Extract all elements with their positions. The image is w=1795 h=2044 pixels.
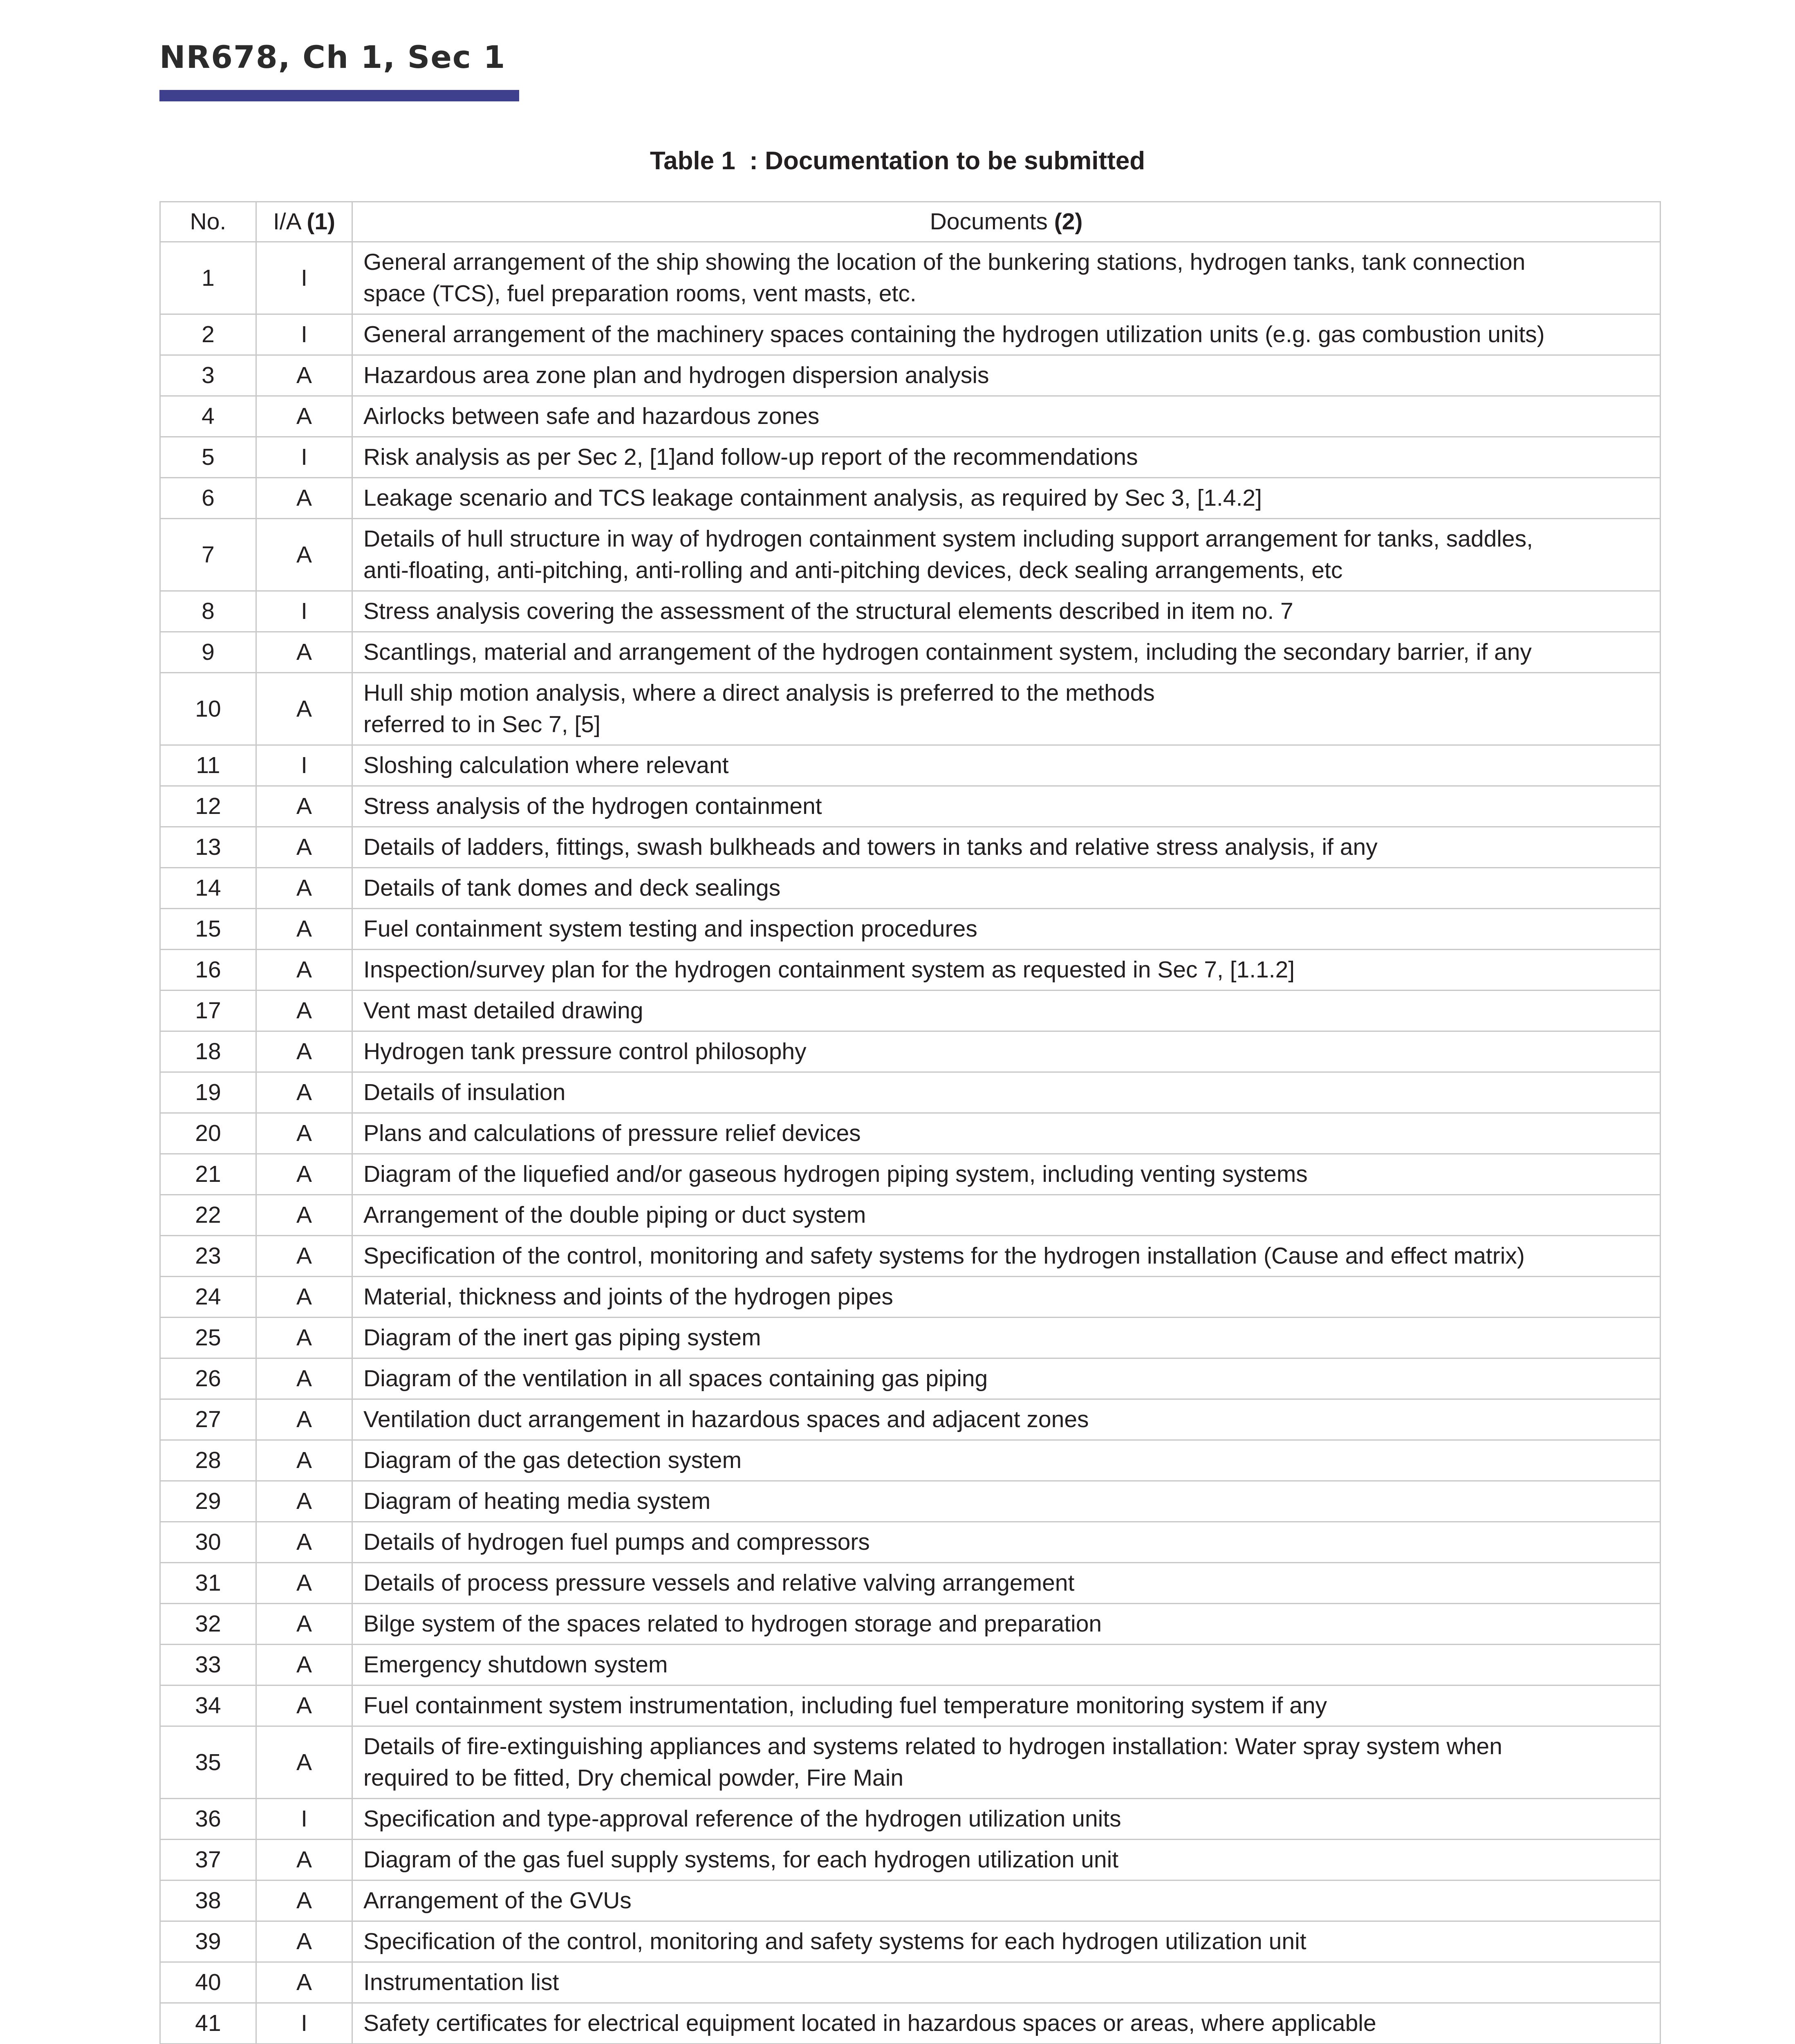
- row-approval-type: A: [256, 1645, 352, 1685]
- row-document: [352, 786, 1661, 827]
- document-text-line: Stress analysis of the hydrogen containment: [363, 793, 822, 819]
- row-document: [352, 1031, 1661, 1072]
- table-row: [160, 1726, 1661, 1799]
- row-approval-type: A: [256, 1440, 352, 1481]
- row-approval-type: A: [256, 1522, 352, 1563]
- table-row: [160, 1358, 1661, 1399]
- row-document: [352, 314, 1661, 355]
- row-document: [352, 1318, 1661, 1358]
- document-text-line: anti-floating, anti-pitching, anti-rolling and anti-pitching devices, deck sealing arrangements, etc: [363, 557, 1343, 583]
- document-text-line: Details of tank domes and deck sealings: [363, 875, 781, 901]
- row-document: [352, 1072, 1661, 1113]
- row-document: [352, 1236, 1661, 1277]
- row-document: [352, 1195, 1661, 1236]
- table-row: [160, 519, 1661, 591]
- row-approval-type: A: [256, 478, 352, 519]
- row-approval-type: A: [256, 1399, 352, 1440]
- table-row: [160, 1880, 1661, 1921]
- row-document: [352, 1604, 1661, 1645]
- table-row: [160, 909, 1661, 950]
- table-row: [160, 355, 1661, 396]
- row-document: [352, 437, 1661, 478]
- table-row: [160, 1399, 1661, 1440]
- document-text-line: Specification of the control, monitoring and safety systems for each hydrogen utilization unit: [363, 1928, 1306, 1954]
- row-number: 32: [160, 1604, 256, 1645]
- table-row: [160, 1563, 1661, 1604]
- row-number: 18: [160, 1031, 256, 1072]
- table-row: [160, 1236, 1661, 1277]
- row-number: 30: [160, 1522, 256, 1563]
- row-document: [352, 1726, 1661, 1799]
- document-text-line: Diagram of heating media system: [363, 1488, 711, 1514]
- row-number: 21: [160, 1154, 256, 1195]
- row-number: 15: [160, 909, 256, 950]
- row-number: 19: [160, 1072, 256, 1113]
- table-row: [160, 745, 1661, 786]
- row-approval-type: A: [256, 909, 352, 950]
- row-document: [352, 591, 1661, 632]
- row-number: 33: [160, 1645, 256, 1685]
- document-text-line: space (TCS), fuel preparation rooms, vent masts, etc.: [363, 280, 917, 307]
- row-number: 1: [160, 242, 256, 314]
- document-text-line: General arrangement of the machinery spaces containing the hydrogen utilization units (e.g. gas combustion units): [363, 321, 1545, 347]
- row-approval-type: A: [256, 1318, 352, 1358]
- row-approval-type: A: [256, 1072, 352, 1113]
- row-approval-type: A: [256, 1358, 352, 1399]
- table-row: [160, 1645, 1661, 1685]
- document-text-line: Leakage scenario and TCS leakage containment analysis, as required by Sec 3, [1.4.2]: [363, 485, 1262, 511]
- documentation-table: [159, 201, 1661, 2044]
- document-text-line: Emergency shutdown system: [363, 1652, 668, 1678]
- document-text-line: Stress analysis covering the assessment of the structural elements described in item no. 7: [363, 598, 1293, 624]
- row-approval-type: I: [256, 591, 352, 632]
- document-text-line: Ventilation duct arrangement in hazardous spaces and adjacent zones: [363, 1406, 1089, 1432]
- table-row: [160, 1031, 1661, 1072]
- table-row: [160, 437, 1661, 478]
- row-approval-type: A: [256, 1921, 352, 1962]
- row-document: [352, 396, 1661, 437]
- document-text-line: Specification of the control, monitoring and safety systems for the hydrogen installation (Cause and effect matrix): [363, 1243, 1525, 1269]
- row-approval-type: A: [256, 1840, 352, 1880]
- table-row: [160, 1840, 1661, 1880]
- row-document: [352, 1154, 1661, 1195]
- row-number: 10: [160, 673, 256, 745]
- row-number: 13: [160, 827, 256, 868]
- row-number: 7: [160, 519, 256, 591]
- row-approval-type: I: [256, 314, 352, 355]
- row-document: [352, 1921, 1661, 1962]
- table-row: [160, 591, 1661, 632]
- document-text-line: Details of ladders, fittings, swash bulkheads and towers in tanks and relative stress analysis, if any: [363, 834, 1378, 860]
- document-text-line: Arrangement of the GVUs: [363, 1887, 632, 1914]
- row-number: 3: [160, 355, 256, 396]
- document-text-line: Diagram of the liquefied and/or gaseous hydrogen piping system, including venting systems: [363, 1161, 1308, 1187]
- row-document: [352, 1685, 1661, 1726]
- document-text-line: Inspection/survey plan for the hydrogen containment system as requested in Sec 7, [1.1.2]: [363, 957, 1295, 983]
- row-document: [352, 745, 1661, 786]
- row-approval-type: A: [256, 1481, 352, 1522]
- row-document: [352, 1563, 1661, 1604]
- row-number: 40: [160, 1962, 256, 2003]
- row-number: 2: [160, 314, 256, 355]
- row-number: 37: [160, 1840, 256, 1880]
- column-header-no: No.: [160, 202, 256, 242]
- document-text-line: Details of process pressure vessels and relative valving arrangement: [363, 1570, 1075, 1596]
- row-document: [352, 909, 1661, 950]
- document-text-line: Bilge system of the spaces related to hydrogen storage and preparation: [363, 1611, 1102, 1637]
- row-document: [352, 827, 1661, 868]
- row-approval-type: I: [256, 745, 352, 786]
- row-approval-type: A: [256, 1962, 352, 2003]
- column-header-ia: I/A (1): [256, 202, 352, 242]
- row-approval-type: A: [256, 1113, 352, 1154]
- row-document: [352, 1358, 1661, 1399]
- document-text-line: Hull ship motion analysis, where a direct analysis is preferred to the methods: [363, 680, 1155, 706]
- row-number: 12: [160, 786, 256, 827]
- row-number: 28: [160, 1440, 256, 1481]
- table-row: [160, 1072, 1661, 1113]
- row-approval-type: A: [256, 632, 352, 673]
- table-row: [160, 1154, 1661, 1195]
- row-approval-type: A: [256, 950, 352, 991]
- row-approval-type: A: [256, 1563, 352, 1604]
- row-document: [352, 1645, 1661, 1685]
- table-row: [160, 632, 1661, 673]
- row-document: [352, 991, 1661, 1031]
- row-approval-type: A: [256, 1236, 352, 1277]
- row-document: [352, 1440, 1661, 1481]
- document-text-line: Instrumentation list: [363, 1969, 559, 1995]
- row-number: 16: [160, 950, 256, 991]
- table-row: [160, 1685, 1661, 1726]
- document-text-line: Plans and calculations of pressure relief devices: [363, 1120, 861, 1146]
- row-number: 34: [160, 1685, 256, 1726]
- table-row: [160, 868, 1661, 909]
- row-approval-type: I: [256, 1799, 352, 1840]
- table-row: [160, 1277, 1661, 1318]
- header-accent-bar: [159, 90, 519, 101]
- document-text-line: General arrangement of the ship showing the location of the bunkering stations, hydrogen tanks, tank connection: [363, 249, 1526, 275]
- row-approval-type: A: [256, 868, 352, 909]
- row-number: 31: [160, 1563, 256, 1604]
- row-number: 23: [160, 1236, 256, 1277]
- row-approval-type: A: [256, 355, 352, 396]
- row-number: 8: [160, 591, 256, 632]
- document-text-line: Details of hull structure in way of hydrogen containment system including support arrangement for tanks, saddles,: [363, 526, 1533, 552]
- row-approval-type: A: [256, 519, 352, 591]
- table-caption: Table 1 : Documentation to be submitted: [650, 147, 1145, 175]
- table-row: [160, 1921, 1661, 1962]
- document-text-line: Sloshing calculation where relevant: [363, 752, 729, 778]
- table-row: [160, 1113, 1661, 1154]
- document-text-line: Fuel containment system testing and inspection procedures: [363, 916, 977, 942]
- document-text-line: Details of hydrogen fuel pumps and compressors: [363, 1529, 870, 1555]
- table-row: [160, 478, 1661, 519]
- row-document: [352, 1880, 1661, 1921]
- row-approval-type: A: [256, 1154, 352, 1195]
- table-row: [160, 1522, 1661, 1563]
- table-row: [160, 1440, 1661, 1481]
- row-number: 14: [160, 868, 256, 909]
- row-document: [352, 1481, 1661, 1522]
- row-approval-type: A: [256, 1031, 352, 1072]
- row-document: [352, 355, 1661, 396]
- document-text-line: Fuel containment system instrumentation, including fuel temperature monitoring system if any: [363, 1692, 1327, 1719]
- row-number: 6: [160, 478, 256, 519]
- row-number: 35: [160, 1726, 256, 1799]
- document-text-line: Airlocks between safe and hazardous zones: [363, 403, 820, 429]
- table-row: [160, 314, 1661, 355]
- row-approval-type: I: [256, 437, 352, 478]
- row-document: [352, 1799, 1661, 1840]
- row-number: 11: [160, 745, 256, 786]
- row-document: [352, 673, 1661, 745]
- row-number: 9: [160, 632, 256, 673]
- table-header-row: [160, 202, 1661, 242]
- row-document: [352, 2003, 1661, 2044]
- row-document: [352, 632, 1661, 673]
- document-text-line: Hazardous area zone plan and hydrogen dispersion analysis: [363, 362, 989, 388]
- row-approval-type: A: [256, 1685, 352, 1726]
- document-text-line: Vent mast detailed drawing: [363, 997, 643, 1024]
- row-number: 26: [160, 1358, 256, 1399]
- row-number: 39: [160, 1921, 256, 1962]
- row-approval-type: A: [256, 1195, 352, 1236]
- document-text-line: Details of insulation: [363, 1079, 566, 1105]
- row-document: [352, 1277, 1661, 1318]
- table-row: [160, 950, 1661, 991]
- table-row: [160, 1962, 1661, 2003]
- row-approval-type: I: [256, 2003, 352, 2044]
- table-row: [160, 991, 1661, 1031]
- row-number: 20: [160, 1113, 256, 1154]
- row-number: 24: [160, 1277, 256, 1318]
- document-text-line: Risk analysis as per Sec 2, [1]and follow-up report of the recommendations: [363, 444, 1138, 470]
- row-number: 38: [160, 1880, 256, 1921]
- row-document: [352, 519, 1661, 591]
- row-approval-type: A: [256, 827, 352, 868]
- table-row: [160, 1799, 1661, 1840]
- row-approval-type: A: [256, 673, 352, 745]
- table-row: [160, 242, 1661, 314]
- footnote-ref: (1): [307, 208, 336, 235]
- row-document: [352, 1962, 1661, 2003]
- document-text-line: Material, thickness and joints of the hydrogen pipes: [363, 1284, 893, 1310]
- table-row: [160, 2003, 1661, 2044]
- row-number: 4: [160, 396, 256, 437]
- row-document: [352, 1113, 1661, 1154]
- document-text-line: Diagram of the gas fuel supply systems, for each hydrogen utilization unit: [363, 1847, 1119, 1873]
- row-number: 22: [160, 1195, 256, 1236]
- row-number: 29: [160, 1481, 256, 1522]
- column-header-documents: Documents (2): [352, 202, 1661, 242]
- row-approval-type: I: [256, 242, 352, 314]
- document-text-line: Arrangement of the double piping or duct system: [363, 1202, 866, 1228]
- row-number: 17: [160, 991, 256, 1031]
- document-text-line: Scantlings, material and arrangement of the hydrogen containment system, including the secondary barrier, if any: [363, 639, 1532, 665]
- document-text-line: required to be fitted, Dry chemical powder, Fire Main: [363, 1765, 904, 1791]
- row-approval-type: A: [256, 1604, 352, 1645]
- row-approval-type: A: [256, 786, 352, 827]
- document-text-line: Details of fire-extinguishing appliances and systems related to hydrogen installation: Water spray system when: [363, 1733, 1502, 1759]
- document-text-line: Diagram of the inert gas piping system: [363, 1325, 761, 1351]
- row-number: 41: [160, 2003, 256, 2044]
- footnote-ref: (2): [1054, 208, 1083, 235]
- row-number: 27: [160, 1399, 256, 1440]
- table-row: [160, 1318, 1661, 1358]
- document-text-line: Diagram of the ventilation in all spaces containing gas piping: [363, 1365, 988, 1392]
- row-document: [352, 1399, 1661, 1440]
- row-approval-type: A: [256, 1277, 352, 1318]
- row-approval-type: A: [256, 991, 352, 1031]
- table-row: [160, 396, 1661, 437]
- document-text-line: Hydrogen tank pressure control philosophy: [363, 1038, 807, 1065]
- document-text-line: Safety certificates for electrical equipment located in hazardous spaces or areas, where applicable: [363, 2010, 1376, 2036]
- row-number: 5: [160, 437, 256, 478]
- row-document: [352, 242, 1661, 314]
- table-body: [160, 242, 1661, 2044]
- row-document: [352, 478, 1661, 519]
- row-number: 25: [160, 1318, 256, 1358]
- table-row: [160, 827, 1661, 868]
- table-row: [160, 786, 1661, 827]
- page-header-title: NR678, Ch 1, Sec 1: [159, 39, 506, 75]
- row-document: [352, 1840, 1661, 1880]
- document-text-line: referred to in Sec 7, [5]: [363, 711, 601, 737]
- row-document: [352, 1522, 1661, 1563]
- document-text-line: Diagram of the gas detection system: [363, 1447, 742, 1473]
- row-approval-type: A: [256, 396, 352, 437]
- table-row: [160, 1481, 1661, 1522]
- table-row: [160, 1195, 1661, 1236]
- row-number: 36: [160, 1799, 256, 1840]
- document-text-line: Specification and type-approval reference of the hydrogen utilization units: [363, 1806, 1121, 1832]
- table-row: [160, 1604, 1661, 1645]
- row-document: [352, 868, 1661, 909]
- row-document: [352, 950, 1661, 991]
- row-approval-type: A: [256, 1880, 352, 1921]
- row-approval-type: A: [256, 1726, 352, 1799]
- table-row: [160, 673, 1661, 745]
